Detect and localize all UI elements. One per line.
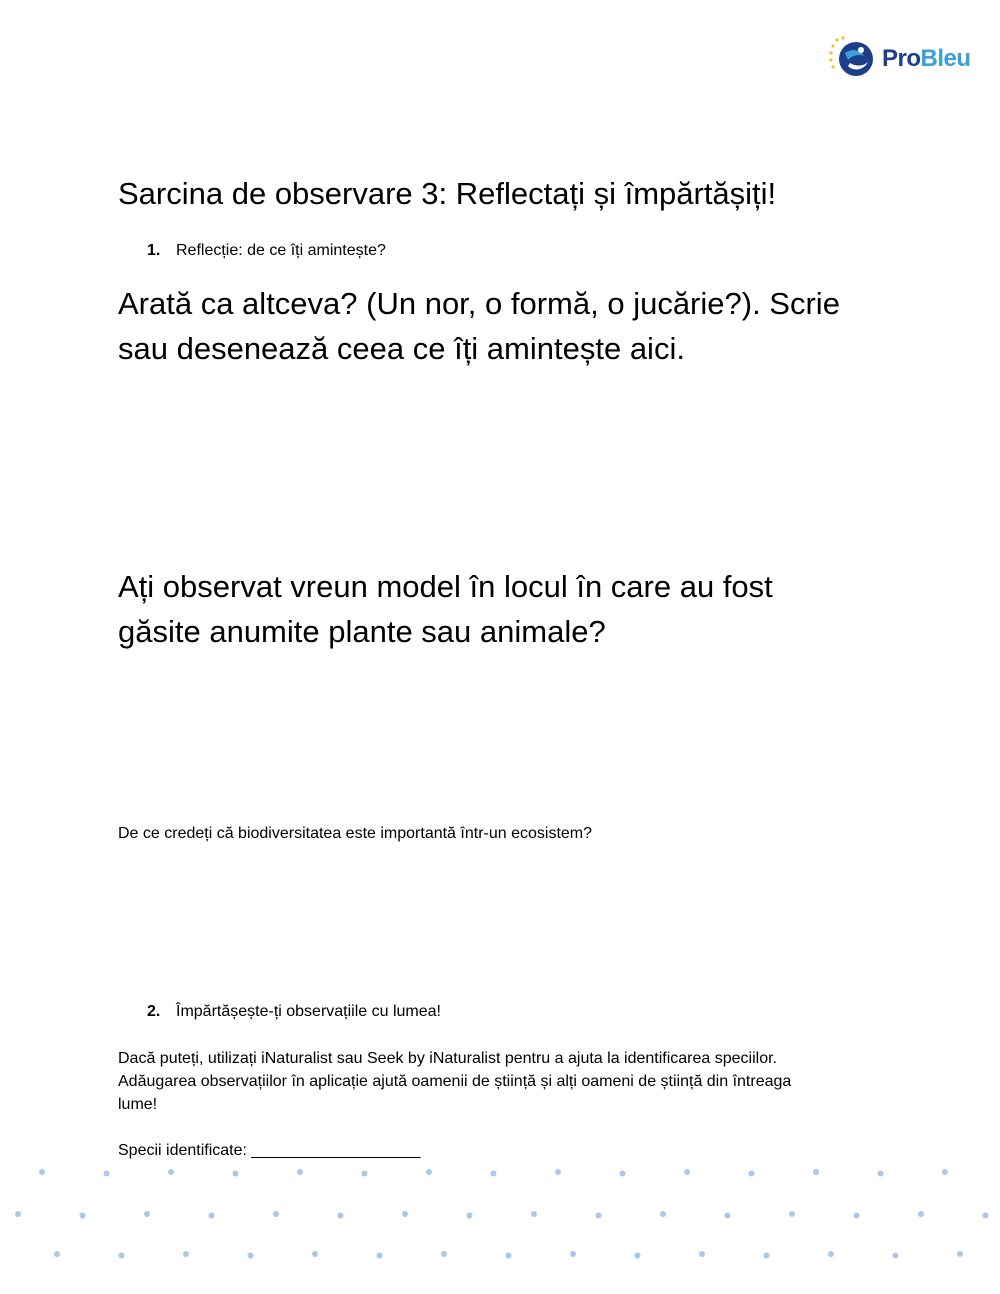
decorative-dot [248,1253,254,1259]
species-label: Specii identificate: [118,1142,247,1159]
decorative-dot [789,1211,795,1217]
species-blank-line: ___________________ [251,1142,421,1159]
decorative-dot [209,1213,215,1219]
decorative-dot [620,1171,626,1177]
decorative-dot [699,1251,705,1257]
decorative-dot [80,1213,86,1219]
decorative-dot [555,1169,561,1175]
probleu-logo-icon [828,36,878,82]
question-2-line-2: găsite anumite plante sau animale? [118,614,606,649]
item-number: 2. [147,1003,161,1020]
decorative-dot [273,1211,279,1217]
decorative-dot [660,1211,666,1217]
decorative-dot [813,1169,819,1175]
question-1-line-1: Arată ca altceva? (Un nor, o formă, o jucărie?). Scrie [118,286,840,321]
decorative-dot [918,1211,924,1217]
decorative-dot [983,1213,989,1219]
decorative-dot [377,1253,383,1259]
decorative-dot [725,1213,731,1219]
item-text: Reflecție: de ce îți amintește? [176,242,386,259]
decorative-dot [168,1169,174,1175]
decorative-dot [828,1251,834,1257]
probleu-logo-text [882,45,971,73]
decorative-dot [426,1169,432,1175]
decorative-dot [854,1213,860,1219]
decorative-dot [957,1251,963,1257]
decorative-dot [893,1253,899,1259]
decorative-dot [441,1251,447,1257]
decorative-dot [467,1213,473,1219]
decorative-dot [596,1213,602,1219]
decorative-dot [54,1251,60,1257]
decorative-dot [338,1213,344,1219]
item-text: Împărtășește-ți observațiile cu lumea! [176,1003,441,1020]
paragraph-line-1: Dacă puteți, utilizați iNaturalist sau Seek by iNaturalist pentru a ajuta la identificarea speciilor. [118,1050,777,1067]
decorative-dot [104,1171,110,1177]
decorative-dot [297,1169,303,1175]
question-2-line-1: Ați observat vreun model în locul în care au fost [118,569,773,604]
decorative-dot [233,1171,239,1177]
decorative-dot [144,1211,150,1217]
logo-text-bleu: Bleu [920,45,971,72]
page-title: Sarcina de observare 3: Reflectați și împărtășiți! [118,176,777,211]
decorative-dot [119,1253,125,1259]
decorative-dot [39,1169,45,1175]
decorative-dot [15,1211,21,1217]
decorative-dot [402,1211,408,1217]
question-2 [118,564,918,654]
numbered-item-2 [147,1002,441,1022]
decorative-dot [183,1251,189,1257]
decorative-dots-pattern [0,1155,1000,1294]
decorative-dot [506,1253,512,1259]
decorative-dot [942,1169,948,1175]
decorative-dot [635,1253,641,1259]
decorative-dot [749,1171,755,1177]
question-3: De ce credeți că biodiversitatea este importantă într-un ecosistem? [118,825,593,842]
logo-text-pro: Pro [882,45,921,72]
item-number: 1. [147,242,161,259]
decorative-dot [684,1169,690,1175]
paragraph-line-2: Adăugarea observațiilor în aplicație ajută oamenii de știință și alți oameni de știință din întreaga [118,1073,792,1090]
paragraph-line-3: lume! [118,1096,158,1113]
decorative-dot [531,1211,537,1217]
question-1-line-2: sau desenează ceea ce îți amintește aici. [118,331,685,366]
instructions-paragraph [118,1047,918,1116]
decorative-dot [312,1251,318,1257]
decorative-dot [570,1251,576,1257]
question-1 [118,281,918,371]
decorative-dot [491,1171,497,1177]
numbered-item-1 [147,241,386,261]
decorative-dot [362,1171,368,1177]
probleu-logo [828,36,971,82]
decorative-dot [878,1171,884,1177]
decorative-dot [764,1253,770,1259]
